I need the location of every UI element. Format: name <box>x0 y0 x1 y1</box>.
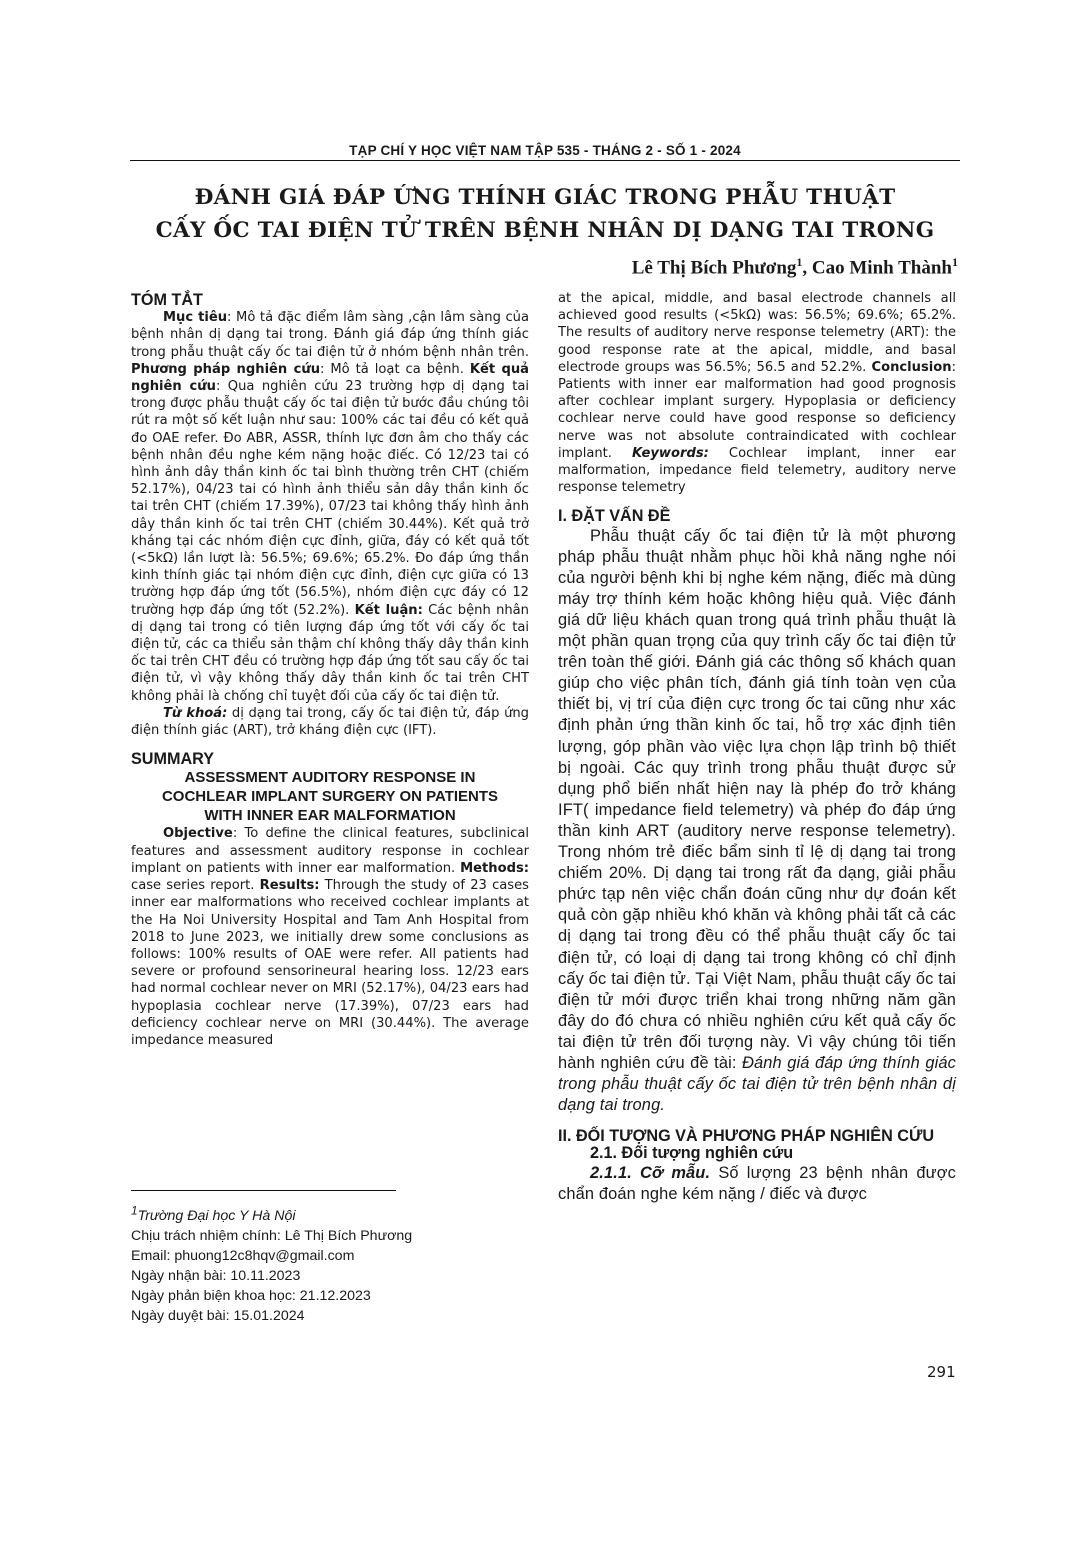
tukhoa-text: dị dạng tai trong, cấy ốc tai điện tử, đáp ứng điện thính giác (ART), trở kháng điện cực (IFT). <box>131 705 529 739</box>
author-2: Cao Minh Thành <box>811 257 952 279</box>
tukhoa-label: Từ khoá: <box>163 705 228 721</box>
conclusion-label: Conclusion <box>871 359 952 375</box>
journal-header: TẠP CHÍ Y HỌC VIỆT NAM TẬP 535 - THÁNG 2 - SỐ 1 - 2024 <box>349 143 741 158</box>
section1-text: Phẫu thuật cấy ốc tai điện tử là một phương pháp phẫu thuật nhằm phục hồi khả năng nghe nói của người bệnh khi bị nghe kém nặng, điếc mà dùng máy trợ thính kém hoặc không hiệu quả. Việc đánh giá dữ liệu khách quan trong quá trình phẫu thuật là một phần quan trọng của quy trình cấy ốc tai điện tử trên toàn thế giới. Đánh giá các thông số khách quan giúp cho việc phân tích, đánh giá tính toàn vẹn của thiết bị, vị trí của điện cực trong ốc tai cũng như xác định phản ứng thần kinh ốc tai, hỗ trợ xác định tiên lượng, góp phần vào việc lựa chọn lập trình bộ thiết bị ngoài. Các quy trình trong phẫu thuật được sử dụng phổ biến nhất hiện nay là phép đo trở kháng IFT( impedance field telemetry) và phép đo đáp ứng thần kinh ART (auditory nerve response telemetry). Trong nhóm trẻ điếc bẩm sinh tỉ lệ dị dạng tai trong chiếm 20%. Dị dạng tai trong rất đa dạng, giải phẫu phức tạp nên việc chẩn đoán cũng như dự đoán kết quả còn gặp nhiều khó khăn và không phải tất cả các dị dạng tai trong đều có thể phẫu thuật cấy ốc tai điện tử, có loại dị dạng tai trong không có chỉ định cấy ốc tai điện tử. Tại Việt Nam, phẫu thuật cấy ốc tai điện tử mới được triển khai trong những năm gần đây do đó chưa có nhiều nghiên cứu kết quả cấy ốc tai điện tử trên đối tượng này. Vì vậy chúng tôi tiến hành nghiên cứu đề tài: <box>558 526 956 1072</box>
section2-1-1-label: 2.1.1. Cỡ mẫu. <box>590 1163 711 1182</box>
footnote-received: Ngày nhận bài: 10.11.2023 <box>131 1267 301 1284</box>
section2-1-heading: 2.1. Đối tượng nghiên cứu <box>590 1144 794 1163</box>
footnote-rule <box>131 1190 396 1191</box>
affil-sup: 1 <box>131 1203 138 1217</box>
section1-paragraph <box>558 526 956 1117</box>
summary-paragraph-left <box>131 825 529 1049</box>
ppnc-text: : Mô tả loạt ca bệnh. <box>320 361 470 377</box>
summary-title <box>131 768 529 825</box>
footnote-responsible: Chịu trách nhiệm chính: Lê Thị Bích Phương <box>131 1227 413 1244</box>
ppnc-label: Phương pháp nghiên cứu <box>131 361 321 377</box>
page-number: 291 <box>927 1363 956 1381</box>
methods-label: Methods: <box>460 860 529 876</box>
tukhoa-paragraph <box>131 705 529 739</box>
footnote-email: Email: phuong12c8hqv@gmail.com <box>131 1247 355 1264</box>
ketluan-text: Các bệnh nhân dị dạng tai trong có tiên lượng đáp ứng tốt với cấy ốc tai điện tử, các ca thiểu sản thậm chí không thấy dây thần kinh ốc tai trên CHT đều có trường hợp đáp ứng tốt sau cấy ốc tai điện tử, vì vậy không thấy dây thần kinh ốc tai trên CHT không phải là chống chỉ tuyệt đối của cấy ốc tai điện tử. <box>131 602 529 704</box>
author-1-affil: 1 <box>796 255 803 269</box>
tomtat-paragraph <box>131 309 529 705</box>
ketluan-label: Kết luận: <box>354 602 423 618</box>
summary-heading: SUMMARY <box>131 750 215 769</box>
title-line-1: ĐÁNH GIÁ ĐÁP ỨNG THÍNH GIÁC TRONG PHẪU THUẬT <box>194 185 896 210</box>
results-label: Results: <box>259 878 320 894</box>
summary-title-line-3: WITH INNER EAR MALFORMATION <box>204 807 456 825</box>
muctieu-text: : Mô tả đặc điểm lâm sàng ,cận lâm sàng của bệnh nhân dị dạng tai trong. Đánh giá đáp ứng thính giác trong phẫu thuật cấy ốc tai điện tử ở nhóm bệnh nhân trên. <box>131 310 529 360</box>
footnote-reviewed: Ngày phản biện khoa học: 21.12.2023 <box>131 1287 371 1304</box>
footnotes <box>131 1200 511 1326</box>
paper-title <box>130 181 960 247</box>
objective-text: : To define the clinical features, subclinical features and assessment auditory response in cochlear implant on patients with inner ear malformation. <box>131 826 529 876</box>
muctieu-label: Mục tiêu <box>163 310 228 326</box>
affil-text: Trường Đại học Y Hà Nội <box>137 1207 296 1224</box>
right-column <box>558 290 956 1205</box>
summary-paragraph-right <box>558 290 956 496</box>
section2-heading: II. ĐỐI TƯỢNG VÀ PHƯƠNG PHÁP NGHIÊN CỨU <box>558 1127 935 1146</box>
author-2-affil: 1 <box>952 255 958 269</box>
header-rule <box>130 160 960 161</box>
results-text-right: at the apical, middle, and basal electrode channels all achieved good results (<5kΩ) was: 56.5%; 69.6%; 65.2%. The results of auditory nerve response telemetry (ART): the good response rate at the apical, middle, and basal electrode groups was 56.5%; 56.5 and 52.2%. <box>558 291 956 375</box>
summary-title-line-2: COCHLEAR IMPLANT SURGERY ON PATIENTS <box>161 788 499 806</box>
author-1: Lê Thị Bích Phương <box>631 257 797 279</box>
keywords-label: Keywords: <box>632 445 709 461</box>
left-column <box>131 292 529 1049</box>
section2-1-1-text: Số lượng 23 bệnh nhân được chẩn đoán nghe kém nặng / điếc và được <box>558 1163 956 1203</box>
summary-title-line-1: ASSESSMENT AUDITORY RESPONSE IN <box>184 769 476 787</box>
section1-italic-title: Đánh giá đáp ứng thính giác trong phẫu thuật cấy ốc tai điện tử trên bệnh nhân dị dạng tai trong. <box>558 1053 956 1115</box>
footnote-affiliation <box>131 1200 511 1226</box>
results-text-left: Through the study of 23 cases inner ear malformations who received cochlear implants at the Ha Noi University Hospital and Tam Anh Hospital from 2018 to June 2023, we initially drew some conclusions as follows: 100% results of OAE were refer. All patients had severe or profound sensorineural hearing loss. 12/23 ears had normal cochlear never on MRI (52.17%), 04/23 ears had hypoplasia cochlear nerve (17.39%), 07/23 ears had deficiency cochlear nerve on MRI (30.44%). The average impedance measured <box>131 878 529 1048</box>
section2-1-1-paragraph <box>558 1163 956 1205</box>
footnote-accepted: Ngày duyệt bài: 15.01.2024 <box>131 1307 305 1324</box>
conclusion-text: : Patients with inner ear malformation had good prognosis after cochlear implant surgery. Hypoplasia or deficiency cochlear nerve could have good response so deficiency nerve was not absolute contraindicated with cochlear implant. <box>558 359 956 461</box>
objective-label: Objective <box>163 826 233 842</box>
keywords-text: Cochlear implant, inner ear malformation, impedance field telemetry, auditory nerve response telemetry <box>558 445 957 496</box>
title-line-2: CẤY ỐC TAI ĐIỆN TỬ TRÊN BỆNH NHÂN DỊ DẠNG TAI TRONG <box>155 218 935 243</box>
author-separator: , <box>802 257 812 279</box>
kqnc-label: Kết quả nghiên cứu <box>131 361 529 395</box>
kqnc-text: : Qua nghiên cứu 23 trường hợp dị dạng tai trong được phẫu thuật cấy ốc tai điện tử bước đầu chúng tôi rút ra một số kết luận như sau: 100% các tai đều có kết quả đo OAE refer. Đo ABR, ASSR, thính lực đơn âm cho thấy các bệnh nhân đều nghe kém nặng hoặc điếc. Có 12/23 tai có hình ảnh dây thần kinh ốc tai bình thường trên CHT (chiếm 52.17%), 04/23 tai có hình ảnh thiểu sản dây thần kinh ốc tai trên CHT (chiếm 17.39%), 07/23 tai không thấy hình ảnh dây thần kinh ốc tai trên CHT (chiếm 30.44%). Kết quả trở kháng tại các nhóm điện cực đỉnh, giữa, đáy có kết quả tốt (<5kΩ) lần lượt là: 56.5%; 69.6%; 65.2%. Đo đáp ứng thần kinh thính giác tại nhóm điện cực đỉnh, điện cực giữa có 13 trường hợp đáp ứng tốt (56.5%), nhóm điện cực đáy có 12 trường hợp đáp ứng tốt (52.2%). <box>131 379 530 618</box>
section1-heading: I. ĐẶT VẤN ĐỀ <box>558 507 671 526</box>
authors <box>632 255 958 279</box>
tomtat-heading: TÓM TẮT <box>131 291 203 309</box>
methods-text: case series report. <box>131 878 260 894</box>
